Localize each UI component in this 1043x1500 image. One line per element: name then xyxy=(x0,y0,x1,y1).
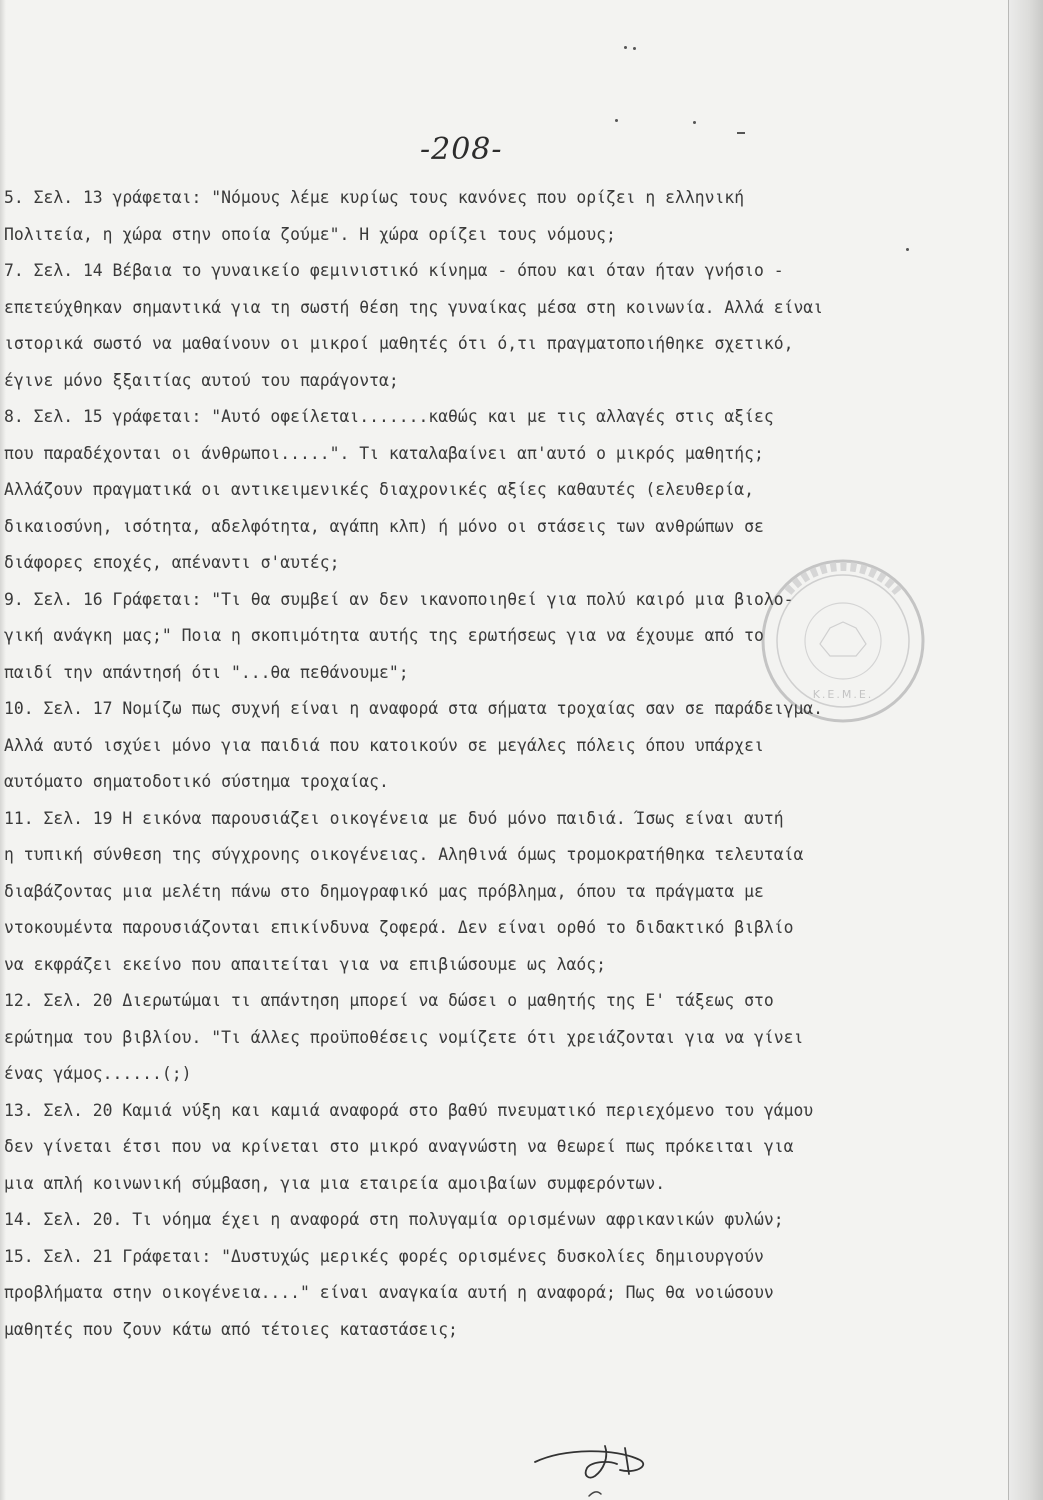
text-line: 10. Σελ. 17 Νομίζω πως συχνή είναι η αναφορά στα σήματα τροχαίας σαν σε παράδειγμα. xyxy=(4,699,824,718)
text-line: 9. Σελ. 16 Γράφεται: "Τι θα συμβεί αν δεν ικανοποιηθεί για πολύ καιρό μια βιολο- xyxy=(4,589,794,609)
text-line: προβλήματα στην οικογένεια...." είναι αναγκαία αυτή η αναφορά; Πως θα νοιώσουν xyxy=(4,1283,774,1302)
text-line: παιδί την απάντησή ότι "...θα πεθάνουμε"; xyxy=(4,662,409,682)
text-line: 5. Σελ. 13 γράφεται: "Νόμους λέμε κυρίως τους κανόνες που ορίζει η ελληνική xyxy=(4,188,745,207)
text-line: δικαιοσύνη, ισότητα, αδελφότητα, αγάπη κλπ) ή μόνο οι στάσεις των ανθρώπων σε xyxy=(4,516,764,536)
text-line: διάφορες εποχές, απέναντι σ'αυτές; xyxy=(4,553,340,572)
text-line: 7. Σελ. 14 Βέβαια το γυναικείο φεμινιστικό κίνημα - όπου και όταν ήταν γνήσιο - xyxy=(4,261,784,280)
page-binding-edge xyxy=(1008,0,1043,1500)
text-line: 14. Σελ. 20. Τι νόημα έχει η αναφορά στη πολυγαμία ορισμένων αφρικανικών φυλών; xyxy=(4,1210,784,1229)
text-line: Πολιτεία, η χώρα στην οποία ζούμε". Η χώρα ορίζει τους νόμους; xyxy=(4,224,616,244)
text-line: που παραδέχονται οι άνθρωποι.....". Τι καταλαβαίνει απ'αυτό ο μικρός μαθητής; xyxy=(4,443,764,463)
text-line: αυτόματο σηματοδοτικό σύστημα τροχαίας. xyxy=(4,772,389,791)
svg-text:Κ.Ε.Μ.Ε.: Κ.Ε.Μ.Ε. xyxy=(812,688,874,701)
text-line: ιστορικά σωστό να μαθαίνουν οι μικροί μαθητές ότι ό,τι πραγματοποιήθηκε σχετικό, xyxy=(4,334,794,353)
text-line: να εκφράζει εκείνο που απαιτείται για να επιβιώσουμε ως λαός; xyxy=(4,954,606,974)
text-line: γική ανάγκη μας;" Ποια η σκοπιμότητα αυτής της ερωτήσεως για να έχουμε από το xyxy=(4,626,764,645)
text-line: 15. Σελ. 21 Γράφεται: "Δυστυχώς μερικές φορές ορισμένες δυσκολίες δημιουργούν xyxy=(4,1246,764,1266)
text-line: 8. Σελ. 15 γράφεται: "Αυτό οφείλεται.......καθώς και με τις αλλαγές στις αξίες xyxy=(4,407,774,426)
text-line: ντοκουμέντα παρουσιάζονται επικίνδυνα ζοφερά. Δεν είναι ορθό το διδακτικό βιβλίο xyxy=(4,918,794,937)
text-line: επετεύχθηκαν σημαντικά για τη σωστή θέση της γυναίκας μέσα στη κοινωνία. Αλλά είναι xyxy=(4,297,824,317)
handwritten-signature xyxy=(525,1440,675,1500)
text-line: έγινε μόνο ξξαιτίας αυτού του παράγοντα; xyxy=(4,370,399,390)
text-line: 11. Σελ. 19 Η εικόνα παρουσιάζει οικογένεια με δυό μόνο παιδιά. Ίσως είναι αυτή xyxy=(4,808,784,828)
text-line: Αλλά αυτό ισχύει μόνο για παιδιά που κατοικούν σε μεγάλες πόλεις όπου υπάρχει xyxy=(4,735,764,755)
page-number: -208- xyxy=(420,132,503,167)
text-line: μαθητές που ζουν κάτω από τέτοιες καταστάσεις; xyxy=(4,1319,458,1339)
text-line: η τυπική σύνθεση της σύγχρονης οικογένειας. Αληθινά όμως τρομοκρατήθηκα τελευταία xyxy=(4,845,804,864)
text-line: δεν γίνεται έτσι που να κρίνεται στο μικρό αναγνώστη να θεωρεί πως πρόκειται για xyxy=(4,1137,794,1156)
text-line: ένας γάμος......(;) xyxy=(4,1064,192,1083)
text-line: μια απλή κοινωνική σύμβαση, για μια εταιρεία αμοιβαίων συμφερόντων. xyxy=(4,1173,666,1193)
text-line: 12. Σελ. 20 Διερωτώμαι τι απάντηση μπορεί να δώσει ο μαθητής της Ε' τάξεως στο xyxy=(4,991,774,1010)
text-line: ερώτημα του βιβλίου. "Τι άλλες προϋποθέσεις νομίζετε ότι χρειάζονται για να γίνει xyxy=(4,1027,804,1047)
text-line: Αλλάζουν πραγματικά οι αντικειμενικές διαχρονικές αξίες καθαυτές (ελευθερία, xyxy=(4,480,754,499)
text-line: διαβάζοντας μια μελέτη πάνω στο δημογραφικό μας πρόβλημα, όπου τα πράγματα με xyxy=(4,881,764,901)
text-line: 13. Σελ. 20 Καμιά νύξη και καμιά αναφορά στο βαθύ πνευματικό περιεχόμενο του γάμου xyxy=(4,1100,814,1120)
document-body xyxy=(4,180,994,1348)
